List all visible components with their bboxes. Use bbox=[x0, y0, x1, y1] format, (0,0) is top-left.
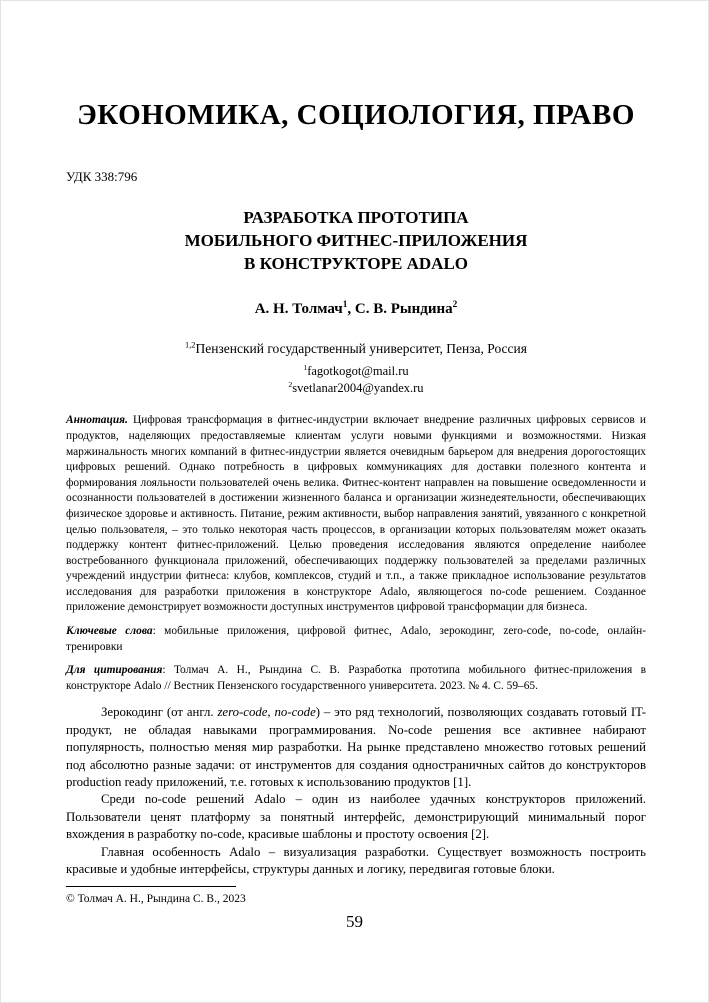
author-2-superscript: 2 bbox=[452, 300, 458, 311]
authors-line bbox=[66, 301, 646, 318]
article-title-line-1: РАЗРАБОТКА ПРОТОТИПА bbox=[243, 208, 469, 228]
author-emails bbox=[66, 363, 646, 397]
citation-label: Для цитирования bbox=[66, 664, 163, 677]
abstract-text: Цифровая трансформация в фитнес-индустрии включает внедрение различных цифровых сервисов и продуктов, наделяющих предоставляемые клиентам услуги новыми функциями и возможностями. Низкая маржинальность многих компаний в фитнес-индустрии является очевидным барьером для внедрения дорогостоящих цифровых решений. Однако потребность в цифровых коммуникациях для доставки полезного контента и формирования лояльности пользователей очень велика. Фитнес-контент направлен на повышение осведомленности и осознанности пользователей в достижении жизненного баланса и организации жизнедеятельности, обеспечивающих физическое здоровье и активность. Питание, режим активности, выбор направления занятий, увязанного с конкретной целью пользователя, – это только некоторая часть процессов, в организации которых пользователям может оказать поддержку контент фитнес-приложений. Целью проведения исследования являются определение наиболее востребованного функционала приложений, обеспечивающих поддержку пользователей за пределами различных учреждений индустрии фитнеса: клубов, комплексов, студий и т.п., а также прикладное использование результатов исследования для разработки приложения в конструкторе Adalo, являющегося no-code решением. Созданное приложение демонстрирует возможности доступных инструментов цифровой трансформации для бизнеса. bbox=[66, 414, 646, 614]
author-2: С. В. Рындина bbox=[354, 301, 453, 318]
article-title-line-3: В КОНСТРУКТОРЕ ADALO bbox=[243, 254, 469, 274]
article-title bbox=[66, 206, 646, 275]
footnote-block bbox=[66, 886, 646, 905]
email-line-2 bbox=[66, 380, 646, 397]
body-p1-text-c: ) – это ряд технологий, позволяющих создавать готовый IT-продукт, не обладая навыками программирования. No-code решения все активнее набирают популярность, полностью меняя мир разработки. На рынке представлено множество готовых решений под абсолютно разные задачи: от инструментов для создания одностраничных сайтов до конструкторов production ready приложений, т.е. готовых к использованию продуктов [1]. bbox=[66, 705, 647, 790]
keywords-paragraph bbox=[66, 624, 646, 655]
email-1-superscript: 1 bbox=[303, 363, 308, 373]
section-header: ЭКОНОМИКА, СОЦИОЛОГИЯ, ПРАВО bbox=[77, 99, 635, 131]
body-p1-italic-zero-code: zero-code bbox=[217, 705, 268, 720]
email-1-address: fagotkogot@mail.ru bbox=[307, 364, 409, 379]
citation-text: : Толмач А. Н., Рындина С. В. Разработка прототипа мобильного фитнес-приложения в конструкторе Adalo // Вестник Пензенского государственного университета. 2023. № 4. С. 59–65. bbox=[66, 664, 646, 692]
affiliation-line bbox=[66, 341, 646, 357]
affiliation-text: Пензенский государственный университет, Пенза, Россия bbox=[195, 341, 527, 357]
author-1-superscript: 1 bbox=[342, 300, 348, 311]
udc-code: УДК 338:796 bbox=[66, 169, 138, 185]
body-paragraph-3: Главная особенность Adalo – визуализация разработки. Существует возможность построить красивые и удобные интерфейсы, структуры данных и логику, передвигая готовые блоки. bbox=[66, 844, 646, 877]
keywords-text: : мобильные приложения, цифровой фитнес, Adalo, зерокодинг, zero-code, no-code, онлайн-тренировки bbox=[66, 625, 646, 653]
author-1: А. Н. Толмач bbox=[254, 301, 343, 318]
abstract-paragraph bbox=[66, 413, 646, 616]
copyright-line: © Толмач А. Н., Рындина С. В., 2023 bbox=[66, 893, 246, 905]
body-p1-text-a: Зерокодинг (от англ. bbox=[101, 705, 218, 720]
email-line-1 bbox=[66, 363, 646, 380]
body-p1-text-b: , bbox=[267, 705, 275, 720]
page-content bbox=[66, 1, 646, 879]
keywords-label: Ключевые слова bbox=[66, 625, 153, 638]
body-paragraph-2: Среди no-code решений Adalo – один из наиболее удачных конструкторов приложений. Пользователи ценят платформу за понятный интерфейс, демонстрирующий минимальный порог вхождения в разработку no-code, красивые шаблоны и простоту освоения [2]. bbox=[66, 792, 646, 842]
citation-paragraph bbox=[66, 663, 646, 694]
affiliation-superscript: 1,2 bbox=[185, 340, 196, 350]
page-number: 59 bbox=[346, 912, 363, 931]
email-2-address: svetlanar2004@yandex.ru bbox=[292, 381, 424, 396]
abstract-label: Аннотация. bbox=[66, 414, 128, 427]
footnote-rule bbox=[66, 886, 236, 887]
body-paragraph-1 bbox=[66, 704, 646, 791]
body-p1-italic-no-code: no-code bbox=[274, 705, 316, 720]
article-body bbox=[66, 704, 646, 878]
email-2-superscript: 2 bbox=[288, 380, 293, 390]
authors-separator: , bbox=[347, 301, 355, 318]
article-title-line-2: МОБИЛЬНОГО ФИТНЕС-ПРИЛОЖЕНИЯ bbox=[184, 231, 528, 251]
